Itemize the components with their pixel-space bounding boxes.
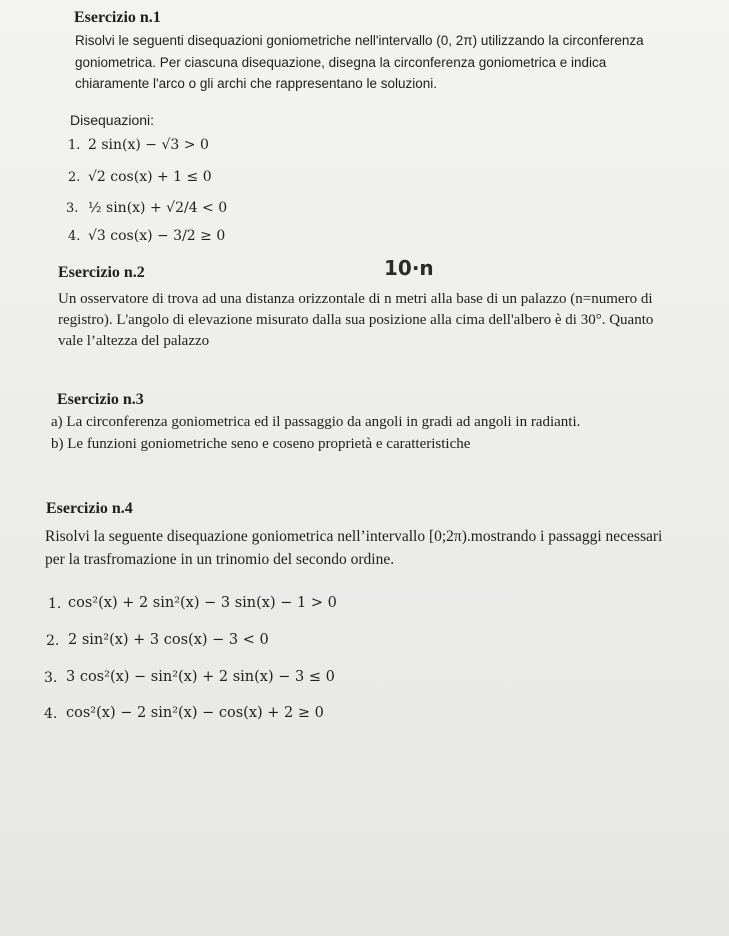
ex1-title: Esercizio n.1 [74,9,161,26]
ex3-title: Esercizio n.3 [57,391,144,408]
ex3-item-a: a) La circonferenza goniometrica ed il passaggio da angoli in gradi ad angoli in radianti. [51,414,581,430]
ex4-text-line2: per la trasfromazione in un trinomio del secondo ordine. [45,551,395,568]
ex1-intro-line1: Risolvi le seguenti disequazioni goniometriche nell'intervallo (0, 2π) utilizzando la circonferenza [75,33,644,48]
ex4-item1-expr: cos²(x) + 2 sin²(x) − 3 sin(x) − 1 > 0 [68,595,337,611]
ex1-item1-expr: 2 sin(x) − √3 > 0 [88,137,209,153]
ex1-item2-num: 2. [68,170,81,185]
ex4-item2-num: 2. [46,633,60,649]
ex4-text-line1: Risolvi la seguente disequazione goniometrica nell’intervallo [0;2π).mostrando i passaggi necessari [45,528,663,545]
ex4-item3-expr: 3 cos²(x) − sin²(x) + 2 sin(x) − 3 ≤ 0 [66,669,335,685]
ex4-item1-num: 1. [48,596,62,612]
ex1-list-label: Disequazioni: [70,112,155,128]
ex4-item4-expr: cos²(x) − 2 sin²(x) − cos(x) + 2 ≥ 0 [66,705,324,721]
ex1-item4-num: 4. [68,229,81,244]
ex2-title: Esercizio n.2 [58,264,145,281]
ex4-item4-num: 4. [44,706,58,722]
ex4-item2-expr: 2 sin²(x) + 3 cos(x) − 3 < 0 [68,632,269,648]
ex4-title: Esercizio n.4 [46,500,133,517]
ex1-item1-num: 1. [68,138,81,153]
ex2-text-line2: registro). L'angolo di elevazione misurato dalla sua posizione alla cima dell'albero è di 30°. Quanto [58,312,654,328]
ex1-item2-expr: √2 cos(x) + 1 ≤ 0 [88,169,212,185]
ex2-text-line3: vale l’altezza del palazzo [58,333,210,349]
ex2-handwritten-note: 10·n [384,256,434,280]
ex1-item3-expr: ½ sin(x) + √2/4 < 0 [88,200,228,216]
ex2-text-line1: Un osservatore di trova ad una distanza orizzontale di n metri alla base di un palazzo (n=numero di [58,291,653,307]
ex3-item-b: b) Le funzioni goniometriche seno e coseno proprietà e caratteristiche [51,436,471,452]
ex1-item4-expr: √3 cos(x) − 3/2 ≥ 0 [88,228,226,244]
ex1-intro-line2: goniometrica. Per ciascuna disequazione, disegna la circonferenza goniometrica e indica [75,55,607,70]
ex4-item3-num: 3. [44,670,58,686]
ex1-intro-line3: chiaramente l'arco o gli archi che rappresentano le soluzioni. [75,76,438,91]
ex1-item3-num: 3. [66,201,79,216]
